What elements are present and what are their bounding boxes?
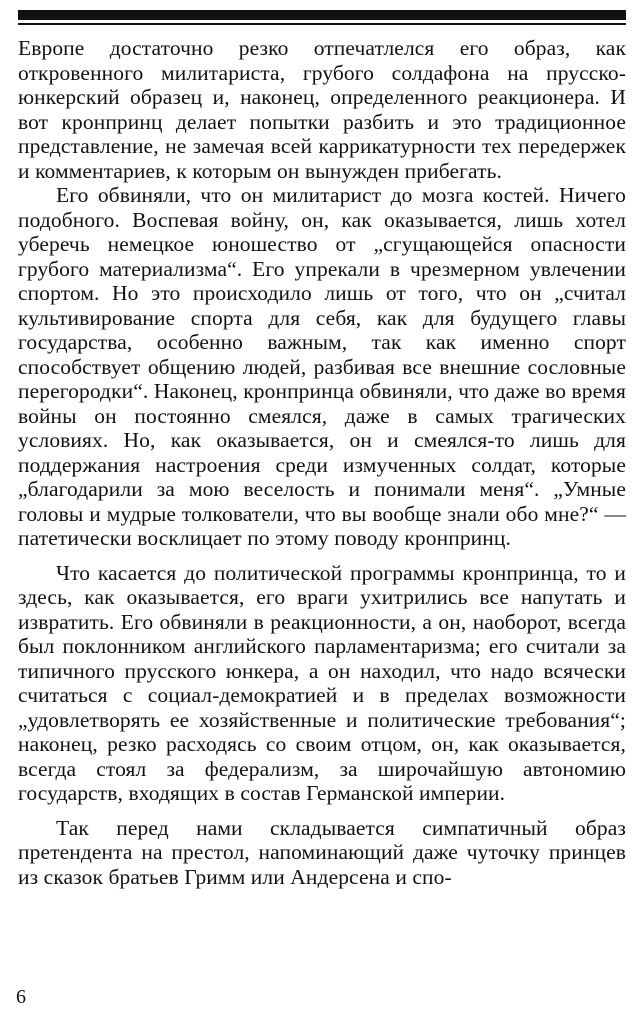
paragraph-political-program: Что касается до политической программы кронпринца, то и здесь, как оказывается, его враги ухитрились все напутать и извратить. Его обвиняли в реакционности, а он, наоборот, всегда был поклонником английского парламентаризма; его считали за типичного прусского юнкера, а он находил, что надо всячески считаться с социал-демократией и в пределах возможности „удовлетворять ее хозяйственные и политические требования“; наконец, резко расходясь со своим отцом, он, как оказывается, всегда стоял за федерализм, за широчайшую автономию государств, входящих в состав Германской империи. — [18, 560, 626, 805]
paragraph-militarism: Его обвиняли, что он милитарист до мозга костей. Ничего подобного. Воспевая войну, он, как оказывается, лишь хотел уберечь немецкое юношество от „сгущающейся опасности грубого материализма“. Его упрекали в чрезмерном увлечении спортом. Но это происходило лишь от того, что он „считал культивирование спорта для себя, как для будущего главы государства, особенно важным, так как именно спорт способствует общению людей, разбивая все внешние сословные перегородки“. Наконец, кронпринца обвиняли, что даже во время войны он постоянно смеялся, даже в самых трагических условиях. Но, как оказывается, он и смеялся-то лишь для поддержания настроения среди измученных солдат, которые „благодарили за мою веселость и понимали меня“. „Умные головы и мудрые толкователи, что вы вообще знали обо мне?“ — патетически восклицает по этому поводу кронпринц. — [18, 183, 626, 550]
paragraph-sympathetic-image: Так перед нами складывается симпатичный образ претендента на престол, напоминающий даже чуточку принцев из сказок братьев Гримм или Андерсена и спо- — [18, 815, 626, 889]
body-text — [18, 36, 626, 889]
page-number: 6 — [16, 986, 26, 1008]
header-rule — [18, 10, 626, 20]
paragraph-continuation: Европе достаточно резко отпечатлелся его образ, как откровенного милитариста, грубого солдафона на прусско-юнкерский образец и, наконец, определенного реакционера. И вот кронпринц делает попытки разбить и это традиционное представление, не замечая всей каррикатурности тех передержек и комментариев, к которым он вынужден прибегать. — [18, 36, 626, 183]
